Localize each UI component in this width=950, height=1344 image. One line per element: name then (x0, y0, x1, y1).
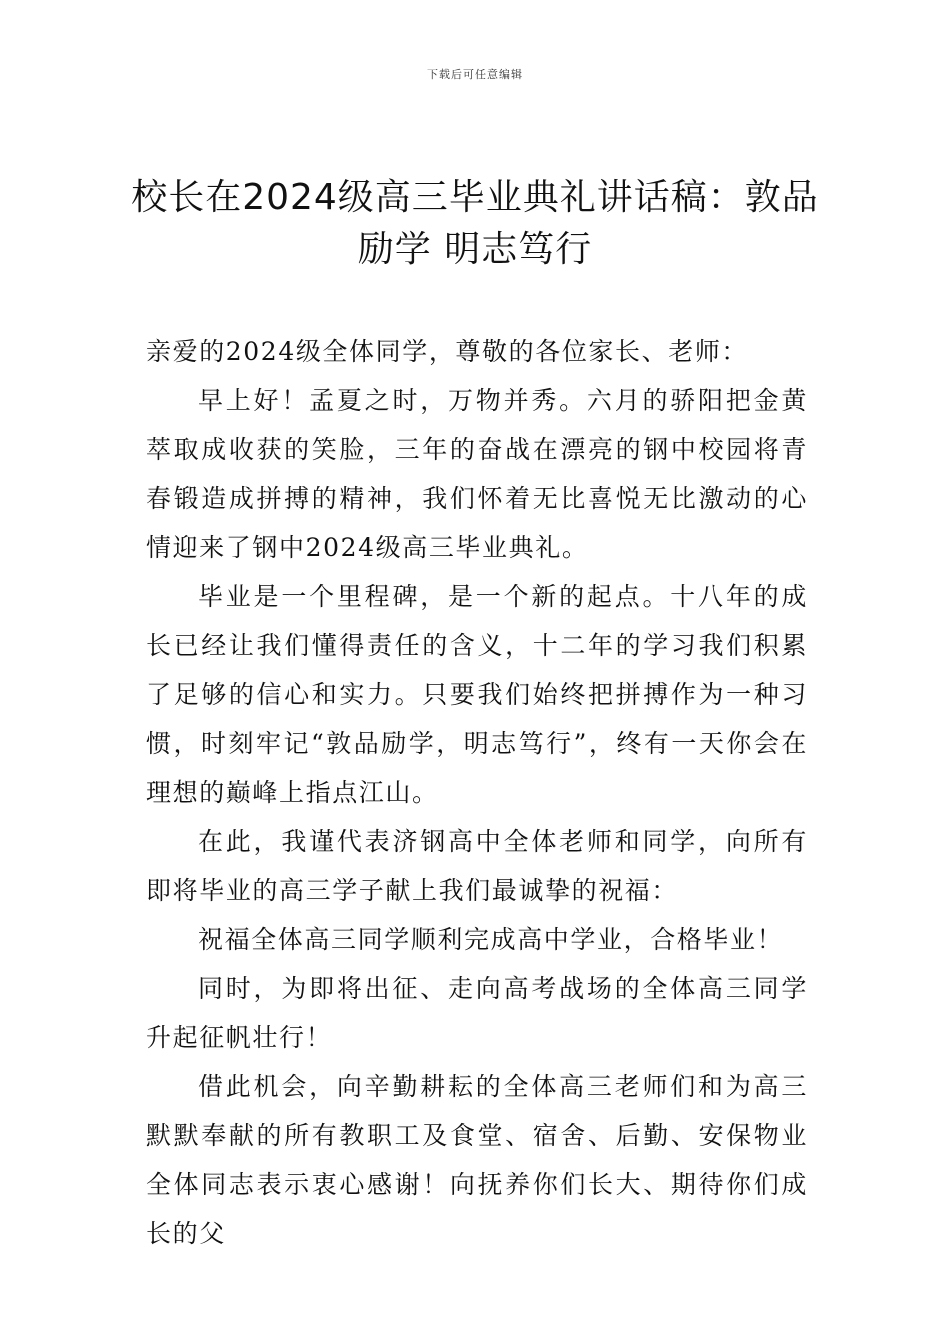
salutation-paragraph: 亲爱的2024级全体同学，尊敬的各位家长、老师： (146, 337, 749, 366)
body-paragraph: 毕业是一个里程碑，是一个新的起点。十八年的成长已经让我们懂得责任的含义，十二年的学习我们积累了足够的信心和实力。只要我们始终把拼搏作为一种习惯，时刻牢记“敦品励学，明志笃行”，终有一天你会在理想的巅峰上指点江山。 (146, 582, 808, 807)
body-paragraph: 早上好！孟夏之时，万物并秀。六月的骄阳把金黄萃取成收获的笑脸，三年的奋战在漂亮的钢中校园将青春锻造成拼搏的精神，我们怀着无比喜悦无比激动的心情迎来了钢中2024级高三毕业典礼。 (146, 386, 808, 562)
page-title (130, 172, 820, 276)
body-paragraph: 借此机会，向辛勤耕耘的全体高三老师们和为高三默默奉献的所有教职工及食堂、宿舍、后勤、安保物业全体同志表示衷心感谢！向抚养你们长大、期待你们成长的父 (146, 1072, 808, 1248)
document-body (146, 327, 808, 1258)
header-note: 下载后可任意编辑 (427, 68, 523, 81)
title-line-2: 励学 明志笃行 (357, 229, 593, 270)
title-line-1: 校长在2024级高三毕业典礼讲话稿：敦品 (131, 177, 819, 218)
body-paragraph: 同时，为即将出征、走向高考战场的全体高三同学升起征帆壮行！ (146, 974, 808, 1052)
body-paragraph: 祝福全体高三同学顺利完成高中学业，合格毕业！ (198, 925, 784, 954)
body-paragraph: 在此，我谨代表济钢高中全体老师和同学，向所有即将毕业的高三学子献上我们最诚挚的祝福： (146, 827, 808, 905)
